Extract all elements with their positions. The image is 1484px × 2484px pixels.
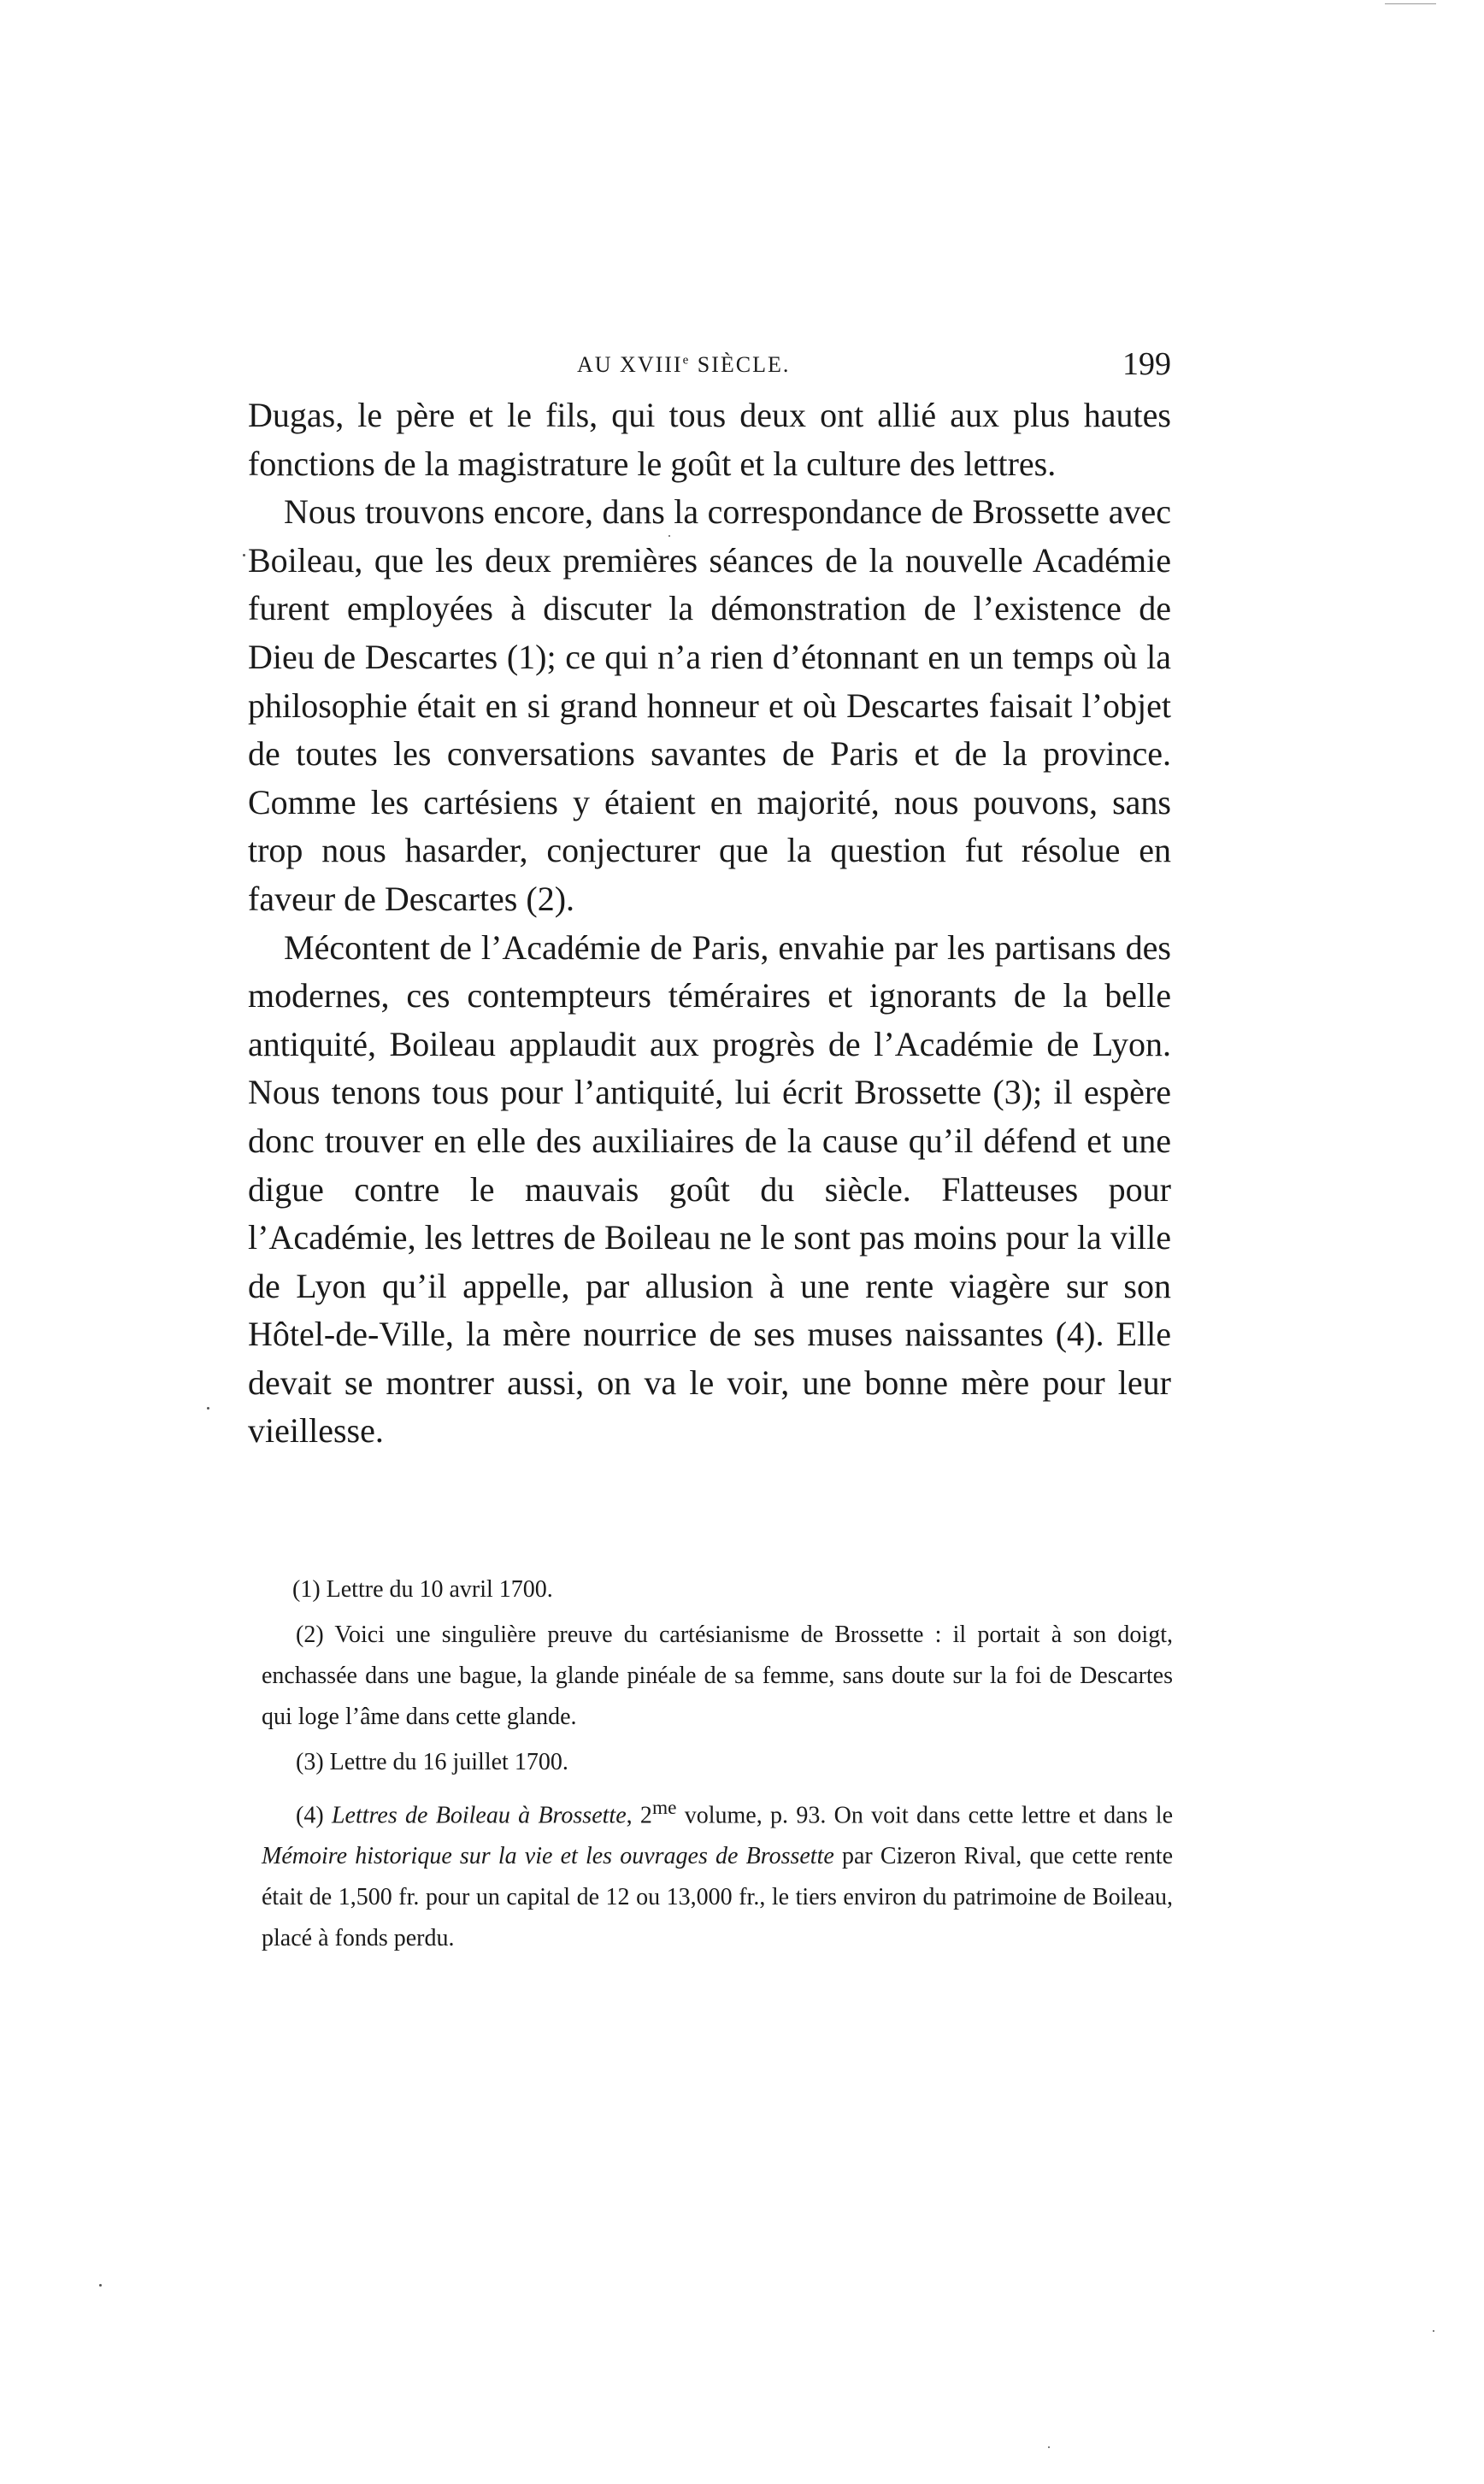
running-title-rest: SIÈCLE.: [690, 352, 791, 377]
running-head: [248, 345, 1171, 388]
footnote-2: (2) Voici une singulière preuve du cartésianisme de Brossette : il portait à son doigt, enchassée dans une bague, la glande pinéale de sa femme, sans doute sur la foi de Descartes qui loge l’âme dans cette glande.: [262, 1622, 1173, 1730]
footnote-4-sup: me: [651, 1797, 677, 1819]
paragraph-1: Dugas, le père et le fils, qui tous deux ont allié aux plus hautes fonctions de la magistrature le goût et la culture des lettres.: [248, 396, 1171, 483]
footnote-4: [262, 1787, 1173, 1959]
paragraph-2: Nous trouvons encore, dans la correspondance de Brossette avec Boileau, que les deux premières séances de la nouvelle Académie furent employées à discuter la démonstration de l’existence de Dieu de Descartes (1); ce qui n’a rien d’étonnant en un temps où la philosophie était en si grand honneur et où Descartes faisait l’objet de toutes les conversations savantes de Paris et de la province. Comme les cartésiens y étaient en majorité, nous pouvons, sans trop nous hasarder, conjecturer que la question fut résolue en faveur de Descartes (2).: [248, 492, 1171, 918]
footnote-3: (3) Lettre du 16 juillet 1700.: [296, 1749, 568, 1775]
body-text: [248, 391, 1171, 1456]
running-title: [577, 352, 790, 378]
footnote-1: (1) Lettre du 10 avril 1700.: [292, 1576, 553, 1603]
running-title-main: AU XVIII: [577, 352, 683, 377]
footnote-4-part-2: volume, p. 93. On voit dans cette lettre et dans le: [676, 1802, 1174, 1829]
speck: [207, 1407, 209, 1410]
speck: [1433, 2330, 1434, 2332]
footnote-4-title-1: Lettres de Boileau à Brossette: [331, 1802, 627, 1829]
footnote-4-part-3: par Cizeron Rival, que cette rente était de 1,500 fr. pour un capital de 12 ou 13,000 fr., le tiers environ du patrimoine de Boileau, placé à fonds perdu.: [262, 1843, 1174, 1952]
page-number: 199: [1122, 346, 1171, 382]
speck: [99, 2284, 102, 2287]
speck: [668, 535, 670, 537]
footnote-4-part-1: , 2: [626, 1802, 652, 1829]
speck: [1048, 2446, 1050, 2448]
footnote-4-title-2: Mémoire historique sur la vie et les ouvrages de Brossette: [262, 1843, 834, 1870]
speck: [243, 554, 245, 556]
footnote-4-prefix: (4): [296, 1802, 332, 1829]
paragraph-3: Mécontent de l’Académie de Paris, envahie par les partisans des modernes, ces contempteurs téméraires et ignorants de la belle antiquité, Boileau applaudit aux progrès de l’Académie de Lyon. Nous tenons tous pour l’antiquité, lui écrit Brossette (3); il espère donc trouver en elle des auxiliaires de la cause qu’il défend et une digue contre le mauvais goût du siècle. Flatteuses pour l’Académie, les lettres de Boileau ne le sont pas moins pour la ville de Lyon qu’il appelle, par allusion à une rente viagère sur son Hôtel-de-Ville, la mère nourrice de ses muses naissantes (4). Elle devait se montrer aussi, on va le voir, une bonne mère pour leur vieillesse.: [248, 927, 1171, 1451]
speck: [1385, 3, 1436, 4]
running-title-sup: e: [682, 353, 691, 368]
footnotes: [262, 1569, 1173, 1963]
